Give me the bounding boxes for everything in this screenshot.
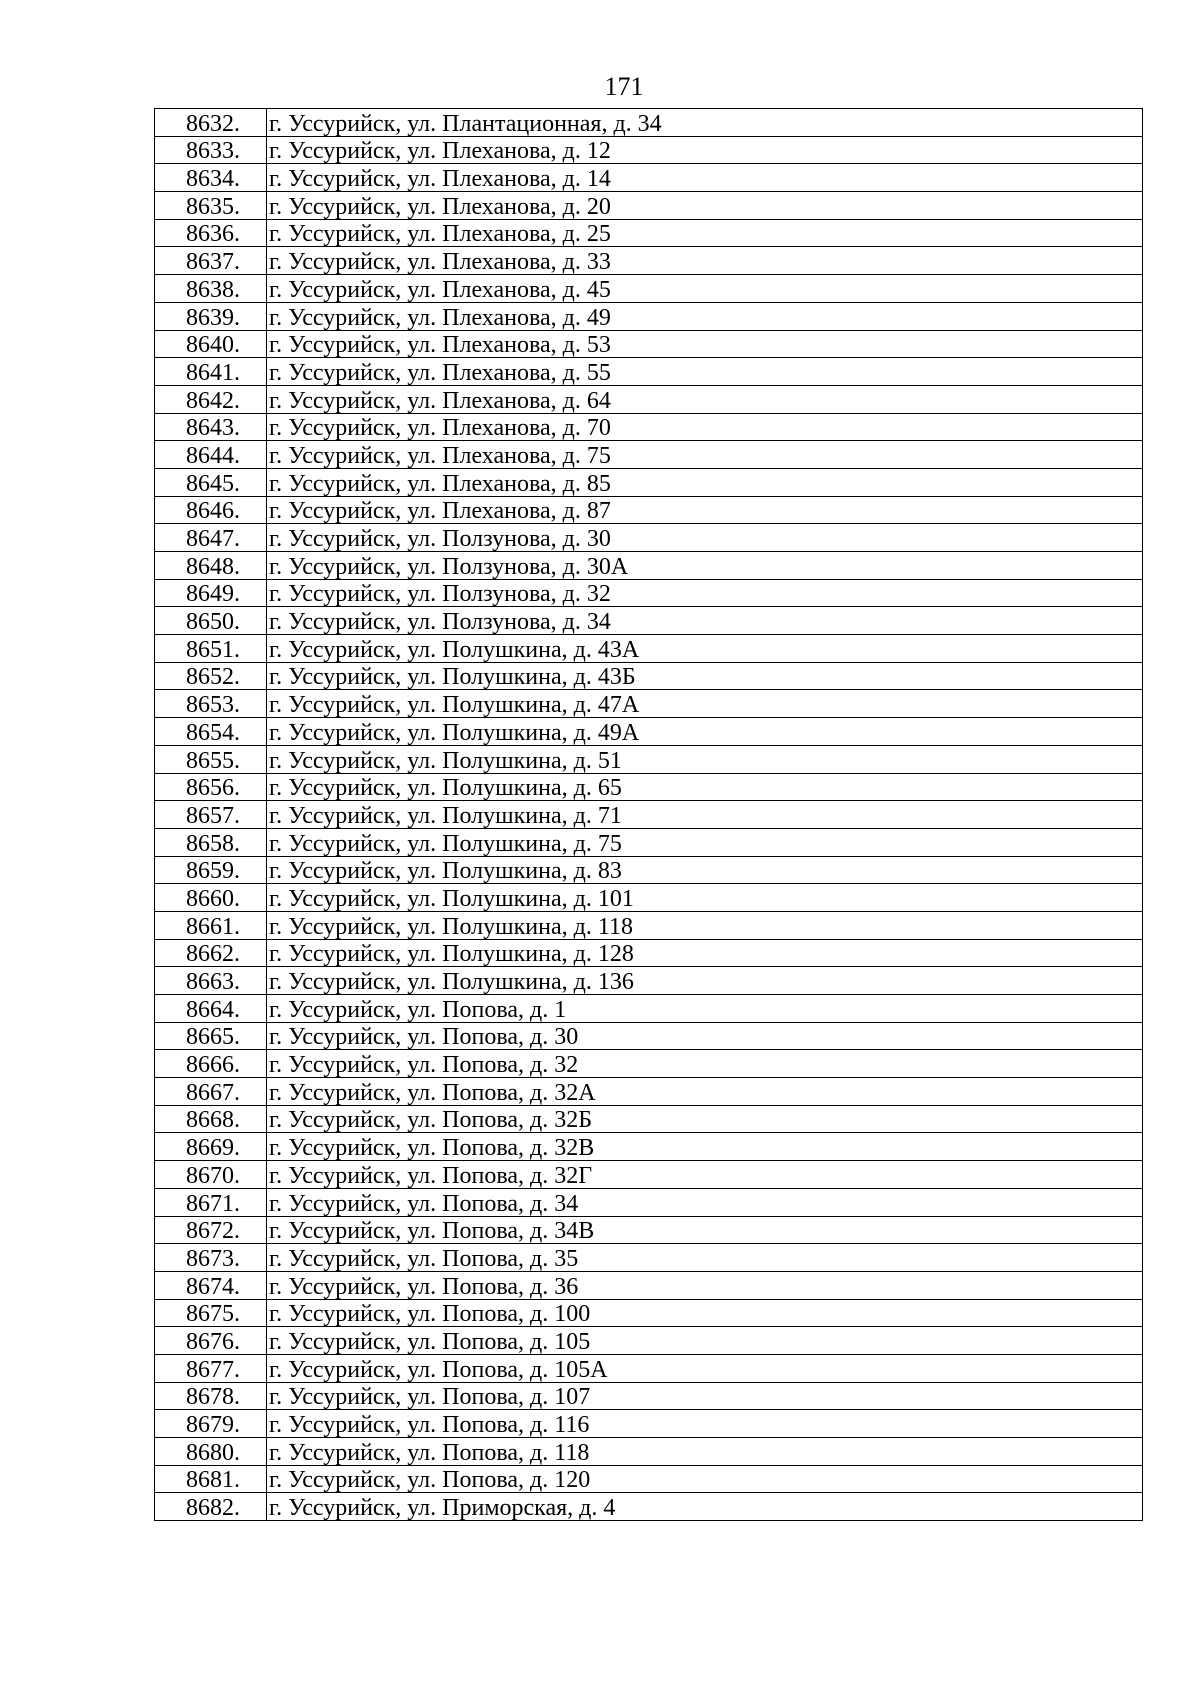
address-cell: г. Уссурийск, ул. Плеханова, д. 12 [267,136,1143,164]
address-cell: г. Уссурийск, ул. Полушкина, д. 83 [267,856,1143,884]
table-row [155,828,1143,856]
row-number-cell: 8671. [155,1188,267,1216]
row-number-cell: 8640. [155,330,267,358]
row-number-cell: 8652. [155,662,267,690]
row-number-cell: 8635. [155,192,267,220]
row-number-cell: 8651. [155,635,267,663]
table-row [155,330,1143,358]
address-cell: г. Уссурийск, ул. Попова, д. 105 [267,1327,1143,1355]
row-number-cell: 8664. [155,995,267,1023]
address-cell: г. Уссурийск, ул. Полушкина, д. 49А [267,718,1143,746]
table-row [155,1022,1143,1050]
address-cell: г. Уссурийск, ул. Полушкина, д. 118 [267,911,1143,939]
address-cell: г. Уссурийск, ул. Попова, д. 35 [267,1244,1143,1272]
row-number-cell: 8678. [155,1382,267,1410]
address-cell: г. Уссурийск, ул. Плеханова, д. 70 [267,413,1143,441]
row-number-cell: 8677. [155,1354,267,1382]
row-number-cell: 8643. [155,413,267,441]
row-number-cell: 8656. [155,773,267,801]
address-cell: г. Уссурийск, ул. Попова, д. 107 [267,1382,1143,1410]
address-cell: г. Уссурийск, ул. Попова, д. 1 [267,995,1143,1023]
address-cell: г. Уссурийск, ул. Попова, д. 116 [267,1410,1143,1438]
address-cell: г. Уссурийск, ул. Плеханова, д. 85 [267,468,1143,496]
row-number-cell: 8648. [155,552,267,580]
address-cell: г. Уссурийск, ул. Попова, д. 32В [267,1133,1143,1161]
table-row [155,1299,1143,1327]
row-number-cell: 8665. [155,1022,267,1050]
address-cell: г. Уссурийск, ул. Полушкина, д. 128 [267,939,1143,967]
table-row [155,496,1143,524]
address-cell: г. Уссурийск, ул. Попова, д. 34В [267,1216,1143,1244]
table-row [155,1354,1143,1382]
row-number-cell: 8653. [155,690,267,718]
table-row [155,219,1143,247]
table-row [155,939,1143,967]
table-row [155,358,1143,386]
table-row [155,1410,1143,1438]
address-cell: г. Уссурийск, ул. Полушкина, д. 65 [267,773,1143,801]
table-row [155,856,1143,884]
table-row [155,967,1143,995]
table-row [155,164,1143,192]
address-table [154,108,1143,1521]
page-number: 171 [604,72,644,101]
address-cell: г. Уссурийск, ул. Попова, д. 32 [267,1050,1143,1078]
table-row [155,1050,1143,1078]
row-number-cell: 8658. [155,828,267,856]
table-row [155,607,1143,635]
row-number-cell: 8662. [155,939,267,967]
row-number-cell: 8650. [155,607,267,635]
row-number-cell: 8632. [155,109,267,137]
address-cell: г. Уссурийск, ул. Полушкина, д. 47А [267,690,1143,718]
row-number-cell: 8680. [155,1438,267,1466]
row-number-cell: 8657. [155,801,267,829]
row-number-cell: 8637. [155,247,267,275]
address-cell: г. Уссурийск, ул. Полушкина, д. 43А [267,635,1143,663]
table-row [155,718,1143,746]
row-number-cell: 8642. [155,385,267,413]
row-number-cell: 8636. [155,219,267,247]
address-cell: г. Уссурийск, ул. Попова, д. 32Г [267,1161,1143,1189]
address-cell: г. Уссурийск, ул. Плеханова, д. 14 [267,164,1143,192]
address-table-body [155,109,1143,1521]
table-row [155,1493,1143,1521]
table-row [155,579,1143,607]
table-row [155,995,1143,1023]
row-number-cell: 8641. [155,358,267,386]
table-row [155,1133,1143,1161]
address-cell: г. Уссурийск, ул. Плеханова, д. 87 [267,496,1143,524]
table-row [155,552,1143,580]
address-cell: г. Уссурийск, ул. Попова, д. 30 [267,1022,1143,1050]
address-cell: г. Уссурийск, ул. Плеханова, д. 75 [267,441,1143,469]
address-cell: г. Уссурийск, ул. Приморская, д. 4 [267,1493,1143,1521]
row-number-cell: 8646. [155,496,267,524]
table-row [155,662,1143,690]
row-number-cell: 8644. [155,441,267,469]
address-cell: г. Уссурийск, ул. Ползунова, д. 30А [267,552,1143,580]
address-cell: г. Уссурийск, ул. Полушкина, д. 71 [267,801,1143,829]
row-number-cell: 8663. [155,967,267,995]
row-number-cell: 8660. [155,884,267,912]
row-number-cell: 8668. [155,1105,267,1133]
table-row [155,247,1143,275]
table-row [155,302,1143,330]
address-cell: г. Уссурийск, ул. Плеханова, д. 33 [267,247,1143,275]
table-row [155,524,1143,552]
address-cell: г. Уссурийск, ул. Попова, д. 32А [267,1078,1143,1106]
row-number-cell: 8639. [155,302,267,330]
address-cell: г. Уссурийск, ул. Попова, д. 36 [267,1271,1143,1299]
address-cell: г. Уссурийск, ул. Ползунова, д. 30 [267,524,1143,552]
table-row [155,192,1143,220]
table-row [155,275,1143,303]
address-cell: г. Уссурийск, ул. Ползунова, д. 34 [267,607,1143,635]
row-number-cell: 8675. [155,1299,267,1327]
table-row [155,1465,1143,1493]
address-cell: г. Уссурийск, ул. Попова, д. 118 [267,1438,1143,1466]
row-number-cell: 8634. [155,164,267,192]
row-number-cell: 8647. [155,524,267,552]
address-cell: г. Уссурийск, ул. Полушкина, д. 51 [267,745,1143,773]
table-row [155,911,1143,939]
table-row [155,1216,1143,1244]
row-number-cell: 8659. [155,856,267,884]
table-row [155,801,1143,829]
table-row [155,1078,1143,1106]
row-number-cell: 8682. [155,1493,267,1521]
address-table-container [154,108,1143,1521]
address-cell: г. Уссурийск, ул. Попова, д. 34 [267,1188,1143,1216]
table-row [155,468,1143,496]
address-cell: г. Уссурийск, ул. Полушкина, д. 43Б [267,662,1143,690]
address-cell: г. Уссурийск, ул. Полушкина, д. 101 [267,884,1143,912]
address-cell: г. Уссурийск, ул. Полушкина, д. 136 [267,967,1143,995]
row-number-cell: 8667. [155,1078,267,1106]
address-cell: г. Уссурийск, ул. Плеханова, д. 64 [267,385,1143,413]
address-cell: г. Уссурийск, ул. Попова, д. 105А [267,1354,1143,1382]
row-number-cell: 8674. [155,1271,267,1299]
address-cell: г. Уссурийск, ул. Ползунова, д. 32 [267,579,1143,607]
table-row [155,745,1143,773]
address-cell: г. Уссурийск, ул. Плантационная, д. 34 [267,109,1143,137]
address-cell: г. Уссурийск, ул. Полушкина, д. 75 [267,828,1143,856]
address-cell: г. Уссурийск, ул. Плеханова, д. 53 [267,330,1143,358]
address-cell: г. Уссурийск, ул. Плеханова, д. 55 [267,358,1143,386]
table-row [155,1244,1143,1272]
row-number-cell: 8649. [155,579,267,607]
table-row [155,109,1143,137]
row-number-cell: 8679. [155,1410,267,1438]
table-row [155,1271,1143,1299]
table-row [155,1105,1143,1133]
row-number-cell: 8654. [155,718,267,746]
address-cell: г. Уссурийск, ул. Плеханова, д. 20 [267,192,1143,220]
table-row [155,413,1143,441]
table-row [155,884,1143,912]
table-row [155,385,1143,413]
row-number-cell: 8676. [155,1327,267,1355]
row-number-cell: 8638. [155,275,267,303]
row-number-cell: 8655. [155,745,267,773]
row-number-cell: 8670. [155,1161,267,1189]
table-row [155,136,1143,164]
address-cell: г. Уссурийск, ул. Плеханова, д. 25 [267,219,1143,247]
table-row [155,635,1143,663]
address-cell: г. Уссурийск, ул. Плеханова, д. 45 [267,275,1143,303]
table-row [155,1188,1143,1216]
row-number-cell: 8633. [155,136,267,164]
row-number-cell: 8666. [155,1050,267,1078]
row-number-cell: 8669. [155,1133,267,1161]
address-cell: г. Уссурийск, ул. Попова, д. 100 [267,1299,1143,1327]
address-cell: г. Уссурийск, ул. Попова, д. 120 [267,1465,1143,1493]
table-row [155,773,1143,801]
table-row [155,1438,1143,1466]
row-number-cell: 8661. [155,911,267,939]
row-number-cell: 8672. [155,1216,267,1244]
row-number-cell: 8645. [155,468,267,496]
row-number-cell: 8681. [155,1465,267,1493]
table-row [155,1382,1143,1410]
row-number-cell: 8673. [155,1244,267,1272]
table-row [155,1327,1143,1355]
address-cell: г. Уссурийск, ул. Плеханова, д. 49 [267,302,1143,330]
table-row [155,441,1143,469]
table-row [155,1161,1143,1189]
table-row [155,690,1143,718]
address-cell: г. Уссурийск, ул. Попова, д. 32Б [267,1105,1143,1133]
